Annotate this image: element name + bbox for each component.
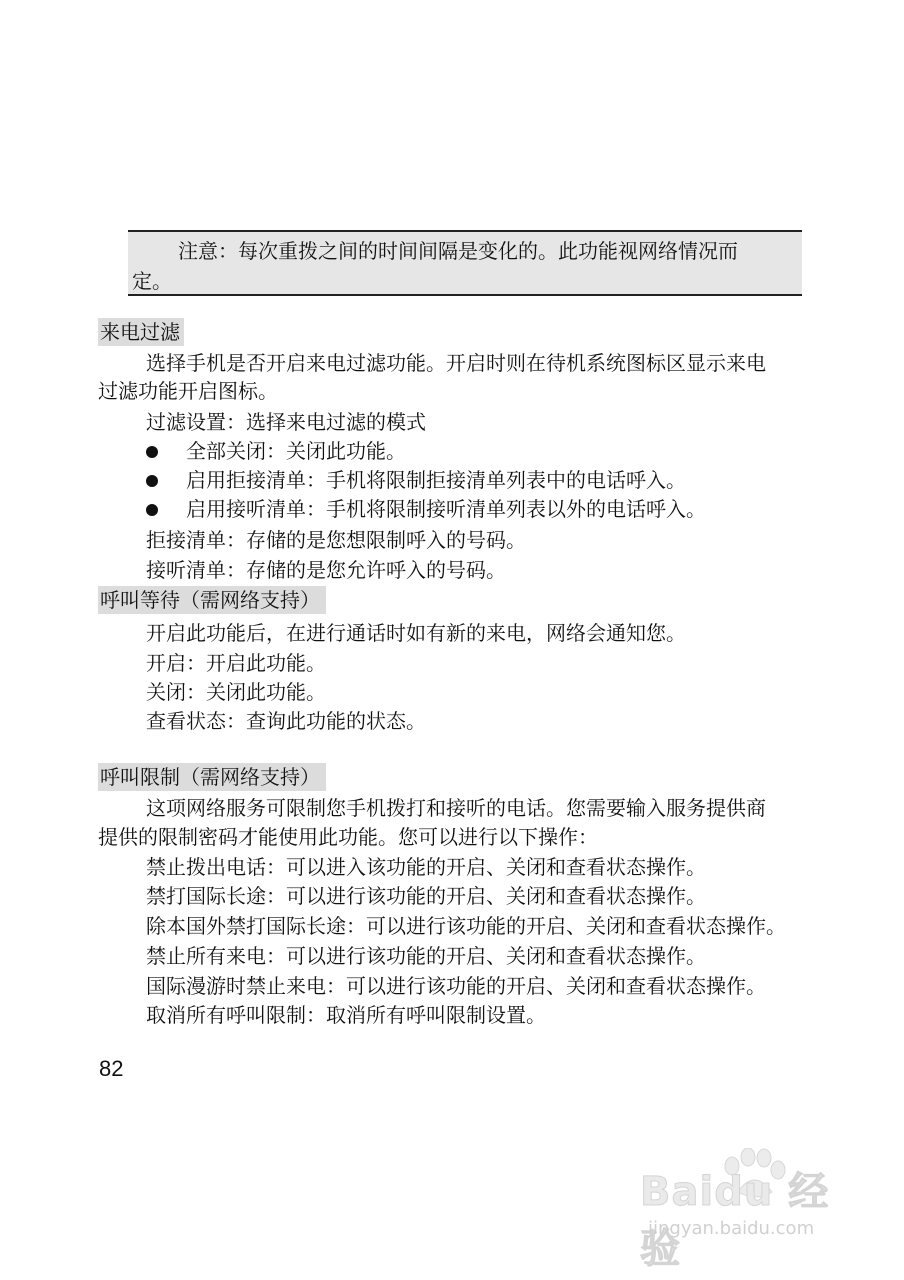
reject-list-desc: 拒接清单：存储的是您想限制呼入的号码。 — [146, 528, 526, 552]
barring-item-cancel-all: 取消所有呼叫限制：取消所有呼叫限制设置。 — [146, 1003, 546, 1027]
call-filter-desc-line-2: 过滤功能开启图标。 — [98, 379, 278, 403]
note-line-1: 注意：每次重拨之间的时间间隔是变化的。此功能视网络情况而 — [178, 239, 738, 263]
bullet-item-all-off: 全部关闭：关闭此功能。 — [186, 439, 406, 463]
section-heading-call-barring: 呼叫限制（需网络支持） — [98, 763, 326, 791]
call-filter-desc-line-1: 选择手机是否开启来电过滤功能。开启时则在待机系统图标区显示来电 — [146, 351, 766, 375]
bullet-item-reject-list: 启用拒接清单：手机将限制拒接清单列表中的电话呼入。 — [186, 468, 686, 492]
barring-item-roaming-incoming: 国际漫游时禁止来电：可以进行该功能的开启、关闭和查看状态操作。 — [146, 974, 766, 998]
watermark-logo-text: Baidu 经验 — [640, 1169, 830, 1272]
call-barring-desc-line-1: 这项网络服务可限制您手机拨打和接听的电话。您需要输入服务提供商 — [146, 796, 766, 820]
bullet-item-accept-list: 启用接听清单：手机将限制接听清单列表以外的电话呼入。 — [186, 497, 706, 521]
call-waiting-on: 开启：开启此功能。 — [146, 651, 326, 675]
filter-settings-label: 过滤设置：选择来电过滤的模式 — [146, 410, 426, 434]
section-heading-call-waiting: 呼叫等待（需网络支持） — [98, 586, 326, 614]
call-barring-desc-line-2: 提供的限制密码才能使用此功能。您可以进行以下操作： — [98, 825, 598, 849]
baidu-watermark — [640, 1148, 870, 1272]
call-waiting-status: 查看状态：查询此功能的状态。 — [146, 709, 426, 733]
watermark-url: jingyan.baidu.com — [648, 1218, 815, 1239]
call-waiting-off: 关闭：关闭此功能。 — [146, 680, 326, 704]
page-number: 82 — [99, 1056, 124, 1081]
bullet-dot — [146, 475, 158, 487]
bullet-dot — [146, 446, 158, 458]
bullet-dot — [146, 504, 158, 516]
section-heading-call-filter: 来电过滤 — [98, 318, 184, 346]
note-box — [128, 230, 802, 296]
barring-item-intl-except-home: 除本国外禁打国际长途：可以进行该功能的开启、关闭和查看状态操作。 — [146, 914, 786, 938]
barring-item-outgoing: 禁止拨出电话：可以进入该功能的开启、关闭和查看状态操作。 — [146, 855, 706, 879]
barring-item-incoming: 禁止所有来电：可以进行该功能的开启、关闭和查看状态操作。 — [146, 944, 706, 968]
accept-list-desc: 接听清单：存储的是您允许呼入的号码。 — [146, 558, 506, 582]
note-line-2: 定。 — [132, 269, 172, 293]
call-waiting-desc: 开启此功能后，在进行通话时如有新的来电，网络会通知您。 — [146, 621, 686, 645]
barring-item-international: 禁打国际长途：可以进行该功能的开启、关闭和查看状态操作。 — [146, 884, 706, 908]
